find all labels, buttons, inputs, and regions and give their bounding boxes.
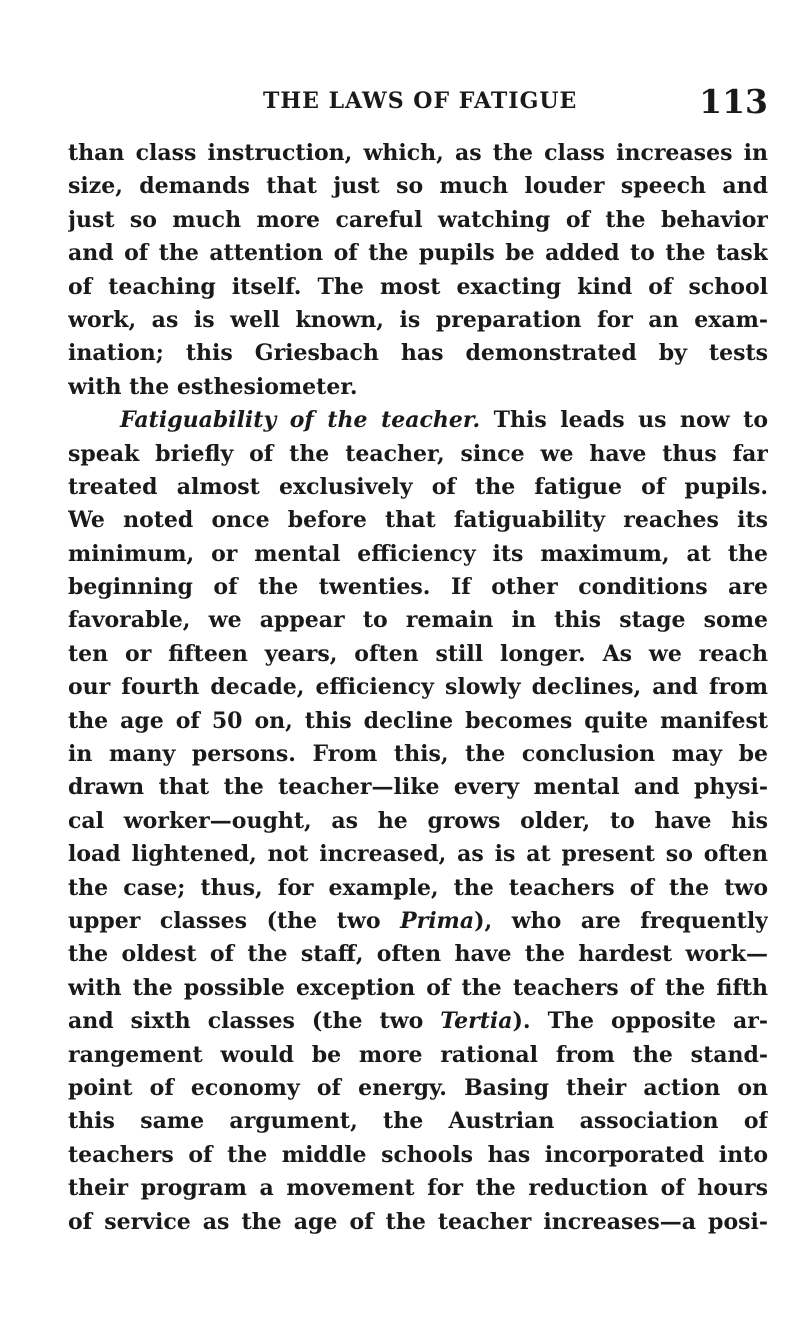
text-line: favorable, we appear to remain in this stage some [68, 607, 768, 634]
text-line: the oldest of the staff, often have the hardest work— [68, 941, 768, 968]
text-line: minimum, or mental efficiency its maximum, at the [68, 540, 768, 567]
prima-term: Prima [400, 907, 475, 934]
text-line: with the possible exception of the teachers of the fifth [68, 974, 768, 1001]
section-heading: Fatiguability of the teacher. [120, 407, 481, 434]
text-line: drawn that the teacher—like every mental and physi- [68, 774, 768, 801]
text-line: just so much more careful watching of the behavior [68, 206, 768, 233]
text-line: of teaching itself. The most exacting kind of school [68, 273, 768, 300]
tertia-line-before: and sixth classes (the two [68, 1008, 441, 1035]
page-number: 113 [699, 82, 768, 121]
text-line: cal worker—ought, as he grows older, to have his [68, 807, 768, 834]
text-line: of service as the age of the teacher increases—a posi- [68, 1208, 768, 1235]
text-line: their program a movement for the reduction of hours [68, 1175, 768, 1202]
text-line: with the esthesiometer. [68, 373, 358, 400]
tertia-term: Tertia [440, 1008, 513, 1035]
text-line: rangement would be more rational from the stand- [68, 1041, 768, 1068]
body-text [68, 137, 768, 1239]
text-line: load lightened, not increased, as is at present so often [68, 841, 768, 868]
text-line: than class instruction, which, as the class increases in [68, 140, 768, 166]
text-line: our fourth decade, efficiency slowly declines, and from [68, 674, 768, 701]
tertia-line-after: ). The opposite ar- [512, 1008, 768, 1035]
text-line: speak briefly of the teacher, since we have thus far [68, 440, 768, 467]
text-line: this same argument, the Austrian association of [68, 1108, 768, 1135]
text-line: and of the attention of the pupils be added to the task [68, 240, 768, 267]
text-line: teachers of the middle schools has incorporated into [68, 1141, 768, 1168]
tertia-line [68, 1005, 768, 1038]
running-header [68, 82, 768, 122]
text-line: the case; thus, for example, the teachers of the two [68, 874, 768, 901]
text-line: ten or fifteen years, often still longer. As we reach [68, 640, 768, 667]
prima-line [68, 905, 768, 938]
section-first-line-rest: This leads us now to [480, 407, 768, 434]
text-line: treated almost exclusively of the fatigue of pupils. [68, 473, 768, 500]
running-title: THE LAWS OF FATIGUE [263, 88, 578, 114]
section-first-line [68, 404, 768, 437]
prima-line-after: ), who are frequently [474, 907, 768, 934]
text-line: work, as is well known, is preparation for an exam- [68, 306, 768, 333]
text-line: ination; this Griesbach has demonstrated by tests [68, 340, 768, 367]
text-line: in many persons. From this, the conclusion may be [68, 741, 768, 768]
text-line: point of economy of energy. Basing their action on [68, 1074, 768, 1101]
text-line: the age of 50 on, this decline becomes quite manifest [68, 707, 768, 734]
text-line: beginning of the twenties. If other conditions are [68, 574, 768, 601]
text-line: size, demands that just so much louder speech and [68, 173, 768, 200]
prima-line-before: upper classes (the two [68, 907, 401, 934]
text-line: We noted once before that fatiguability reaches its [68, 507, 768, 534]
